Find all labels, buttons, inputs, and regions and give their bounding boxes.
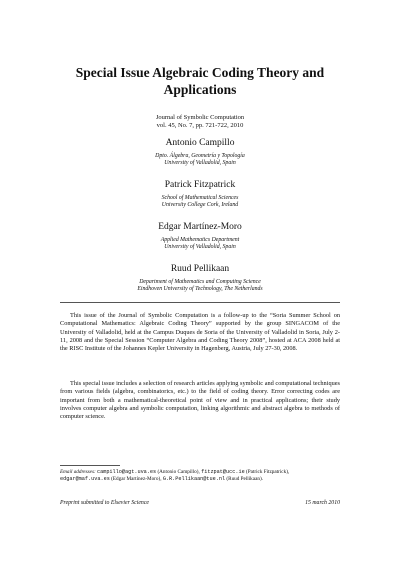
- preprint-date: 15 march 2010: [305, 500, 340, 506]
- abstract-divider: [60, 302, 340, 303]
- email-owner: (Ruud Pellikaan).: [226, 476, 263, 482]
- email-link[interactable]: fitzpat@ucc.ie: [201, 469, 245, 475]
- email-owner: (Edgar Martínez-Moro),: [111, 476, 162, 482]
- affiliation-dept: Department of Mathematics and Computing Science: [139, 279, 261, 285]
- abstract-paragraph-2: This special issue includes a selection of research articles applying symbolic and computational techniques from various fields (algebra, combinatorics, etc.) to the field of coding theory. Error correcting codes are important from both a mathematical-theoretical point of view and in practical applications; their study involves computer algebra and symbolic computation, linking algorithmic and abstract algebra to methods of computer science.: [60, 380, 340, 421]
- author-affiliation-1: [40, 153, 360, 167]
- preprint-note: Preprint submitted to Elsevier Science: [60, 500, 149, 506]
- journal-info: [40, 114, 360, 130]
- title-line-2: Applications: [163, 82, 237, 97]
- affiliation-institution: Eindhoven University of Technology, The Netherlands: [137, 286, 263, 292]
- author-affiliation-3: [40, 237, 360, 251]
- affiliation-institution: University College Cork, Ireland: [161, 202, 239, 208]
- journal-volume: vol. 45, No. 7, pp. 721-722, 2010: [156, 122, 244, 129]
- affiliation-institution: University of Valladolid, Spain: [164, 160, 236, 166]
- email-link[interactable]: G.R.Pellikaan@tue.nl: [162, 476, 226, 482]
- author-name-4: Ruud Pellikaan: [170, 264, 230, 274]
- affiliation-dept: School of Mathematical Sciences: [161, 195, 239, 201]
- abstract-paragraph-1: This issue of the Journal of Symbolic Computation is a follow-up to the “Soria Summer School on Computational Mathematics: Algebraic Coding Theory” supported by the group SINGACOM of the University of Valladolid, held at the Campus Duques de Soria of the University of Valladolid in Soria, July 2-11, 2008 and the Special Session “Computer Algebra and Coding Theory 2008”, hosted at ACA 2008 held at the RISC Institute of the Johannes Kepler University in Hagenberg, Austria, July 27-30, 2008.: [60, 312, 340, 353]
- footnote-divider: [60, 465, 120, 466]
- journal-name: Journal of Symbolic Computation: [155, 114, 245, 121]
- author-name-3: Edgar Martínez-Moro: [158, 222, 242, 232]
- email-link[interactable]: edgar@maf.uva.es: [60, 476, 110, 482]
- email-owner: (Antonio Campillo),: [157, 469, 200, 475]
- author-affiliation-4: [40, 279, 360, 293]
- paper-title: [40, 64, 360, 98]
- affiliation-dept: Dpto. Álgebra, Geometría y Topología: [155, 153, 245, 159]
- affiliation-institution: University of Valladolid, Spain: [164, 244, 236, 250]
- footnote-emails: [60, 469, 340, 483]
- email-owner: (Patrick Fitzpatrick),: [246, 469, 290, 475]
- author-name-1: Antonio Campillo: [165, 138, 235, 148]
- author-name-2: Patrick Fitzpatrick: [164, 180, 236, 190]
- affiliation-dept: Applied Mathematics Department: [160, 237, 240, 243]
- footnote-label: Email addresses:: [60, 469, 96, 475]
- email-link[interactable]: campillo@agt.uva.es: [96, 469, 157, 475]
- author-affiliation-2: [40, 195, 360, 209]
- title-line-1: Special Issue Algebraic Coding Theory and: [75, 65, 325, 80]
